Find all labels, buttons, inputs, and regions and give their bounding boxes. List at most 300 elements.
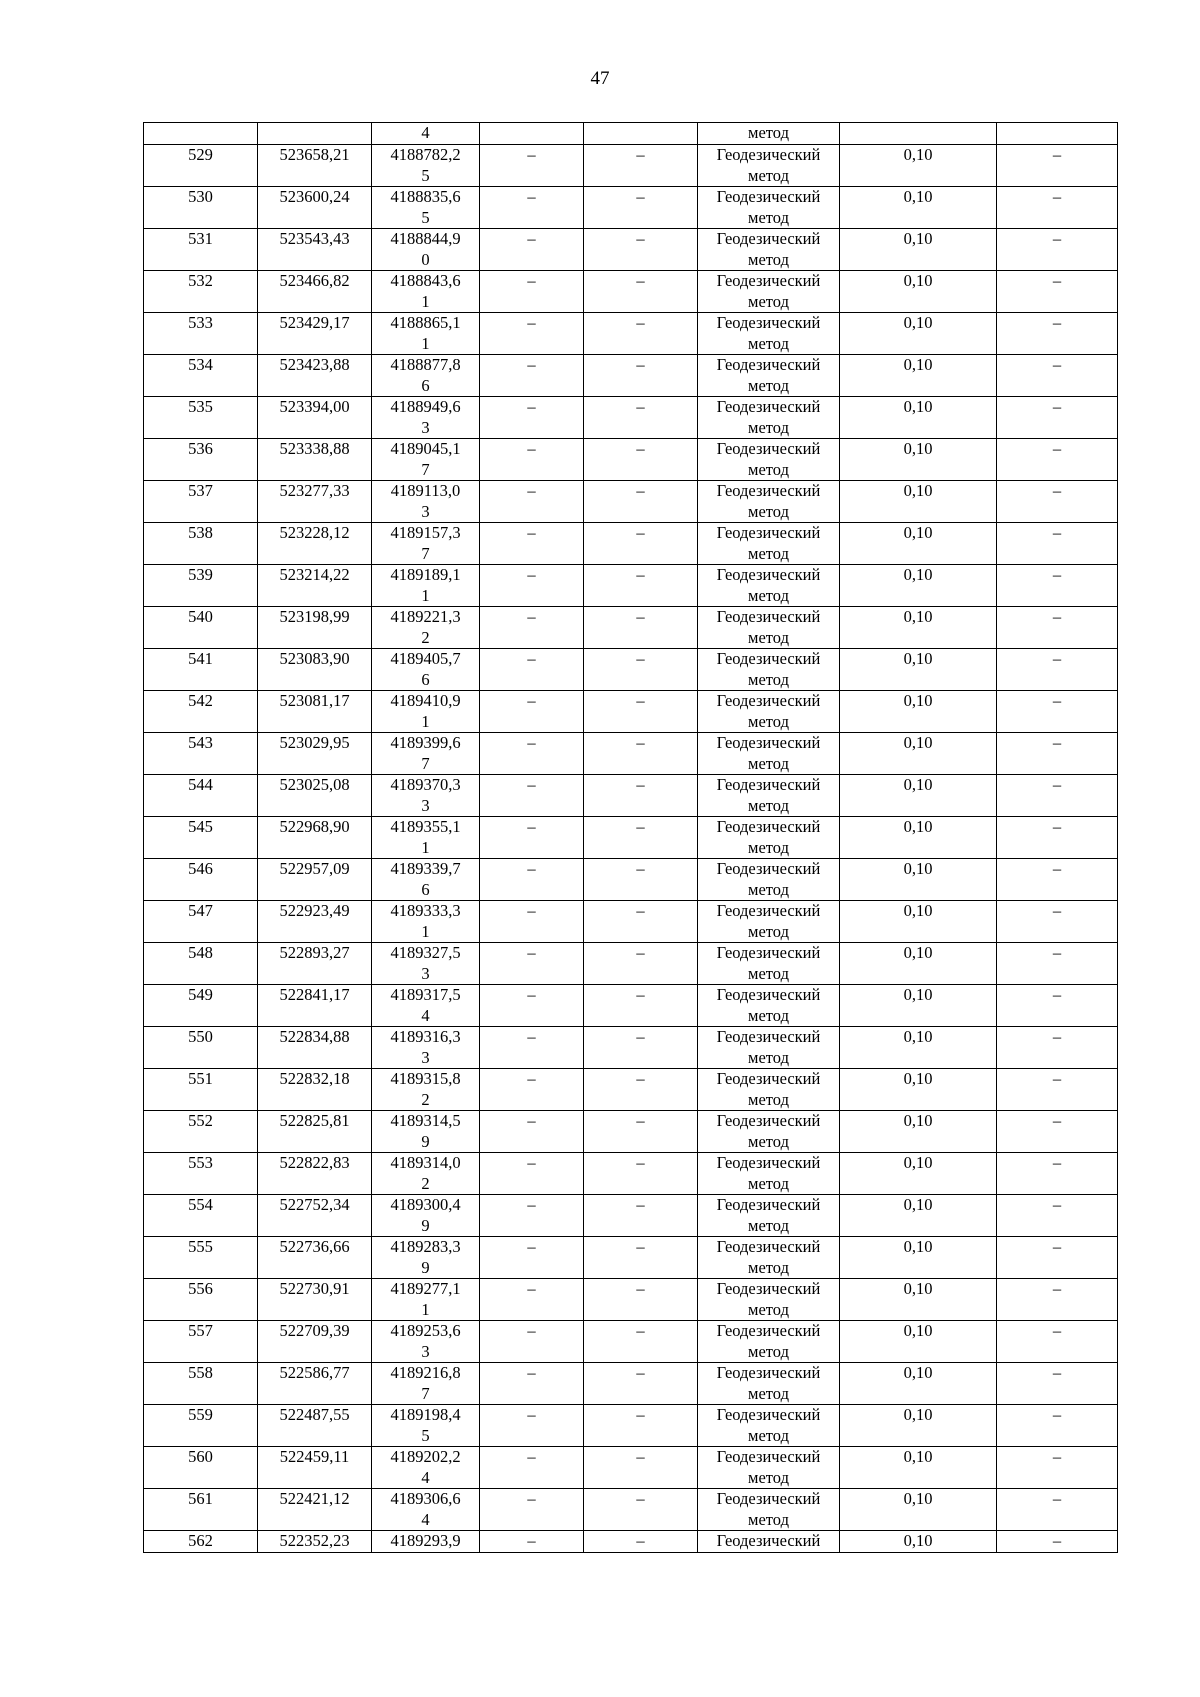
col-5-cell xyxy=(584,397,698,439)
y-coordinate-cell xyxy=(372,523,480,565)
y-coordinate-cell-text: 4189339,7 xyxy=(390,859,461,878)
x-coordinate-cell-text: 523228,12 xyxy=(279,523,350,542)
y-coordinate-cell-text: 5 xyxy=(421,207,430,227)
accuracy-cell xyxy=(840,859,997,901)
table-row xyxy=(144,901,1118,943)
point-number-cell-text: 559 xyxy=(188,1405,213,1424)
col-8-cell-text: – xyxy=(1052,1531,1062,1550)
col-4-cell xyxy=(480,187,584,229)
x-coordinate-cell xyxy=(258,1489,372,1531)
col-5-cell-text: – xyxy=(636,481,645,500)
method-cell xyxy=(698,691,840,733)
col-8-cell xyxy=(997,1363,1118,1405)
col-4-cell-text: – xyxy=(527,775,536,794)
col-5-cell xyxy=(584,229,698,271)
x-coordinate-cell xyxy=(258,775,372,817)
col-8-cell xyxy=(997,439,1118,481)
col-4-cell-text: – xyxy=(527,691,536,710)
col-4-cell-text: – xyxy=(527,1279,536,1298)
x-coordinate-cell xyxy=(258,943,372,985)
col-5-cell xyxy=(584,775,698,817)
col-4-cell xyxy=(480,523,584,565)
point-number-cell-text: 561 xyxy=(188,1489,213,1508)
col-8-cell xyxy=(997,859,1118,901)
col-5-cell xyxy=(584,1027,698,1069)
point-number-cell-text: 531 xyxy=(188,229,213,248)
point-number-cell xyxy=(144,943,258,985)
y-coordinate-cell-text: 4189293,9 xyxy=(390,1531,461,1550)
table-row xyxy=(144,943,1118,985)
accuracy-cell xyxy=(840,1405,997,1447)
col-4-cell xyxy=(480,733,584,775)
point-number-cell xyxy=(144,859,258,901)
y-coordinate-cell xyxy=(372,1363,480,1405)
col-8-cell-text: – xyxy=(1052,145,1062,164)
method-cell-text: Геодезический xyxy=(716,1153,821,1172)
table-row xyxy=(144,649,1118,691)
x-coordinate-cell xyxy=(258,1027,372,1069)
point-number-cell-text: 560 xyxy=(188,1447,213,1466)
method-cell-text: метод xyxy=(748,375,789,395)
col-4-cell xyxy=(480,439,584,481)
point-number-cell-text: 543 xyxy=(188,733,213,752)
point-number-cell xyxy=(144,691,258,733)
accuracy-cell xyxy=(840,229,997,271)
col-5-cell xyxy=(584,691,698,733)
col-4-cell xyxy=(480,355,584,397)
col-5-cell xyxy=(584,271,698,313)
method-cell-text: Геодезический xyxy=(716,145,821,164)
col-5-cell xyxy=(584,523,698,565)
accuracy-cell-text: 0,10 xyxy=(903,1153,933,1172)
method-cell xyxy=(698,523,840,565)
col-5-cell-text: – xyxy=(636,901,645,920)
method-cell-text: Геодезический xyxy=(716,817,821,836)
y-coordinate-cell xyxy=(372,187,480,229)
point-number-cell-text: 540 xyxy=(188,607,213,626)
col-5-cell xyxy=(584,1489,698,1531)
point-number-cell-text: 530 xyxy=(188,187,213,206)
y-coordinate-cell-text: 4189300,4 xyxy=(390,1195,461,1214)
method-cell xyxy=(698,901,840,943)
y-coordinate-cell xyxy=(372,355,480,397)
accuracy-cell-text: 0,10 xyxy=(903,439,933,458)
y-coordinate-cell-text: 0 xyxy=(421,249,430,269)
y-coordinate-cell-text: 3 xyxy=(421,1341,430,1361)
col-5-cell xyxy=(584,1447,698,1489)
method-cell xyxy=(698,1447,840,1489)
col-8-cell-text: – xyxy=(1052,397,1062,416)
y-coordinate-cell xyxy=(372,439,480,481)
accuracy-cell xyxy=(840,481,997,523)
accuracy-cell-text: 0,10 xyxy=(903,313,933,332)
point-number-cell xyxy=(144,775,258,817)
accuracy-cell-text: 0,10 xyxy=(903,943,933,962)
method-cell-text: метод xyxy=(748,627,789,647)
x-coordinate-cell-text: 522968,90 xyxy=(279,817,350,836)
col-8-cell xyxy=(997,1237,1118,1279)
col-4-cell-text: – xyxy=(527,1321,536,1340)
col-4-cell-text: – xyxy=(527,1111,536,1130)
x-coordinate-cell-text: 522893,27 xyxy=(279,943,350,962)
table-row xyxy=(144,733,1118,775)
method-cell xyxy=(698,1237,840,1279)
point-number-cell-text: 538 xyxy=(188,523,213,542)
method-cell-text: метод xyxy=(748,711,789,731)
col-8-cell xyxy=(997,901,1118,943)
x-coordinate-cell xyxy=(258,1405,372,1447)
col-8-cell-text: – xyxy=(1052,1279,1062,1298)
accuracy-cell-text: 0,10 xyxy=(903,229,933,248)
col-8-cell xyxy=(997,1111,1118,1153)
table-row xyxy=(144,355,1118,397)
table-row xyxy=(144,1489,1118,1531)
x-coordinate-cell-text: 523083,90 xyxy=(279,649,350,668)
col-4-cell-text: – xyxy=(527,1531,536,1550)
method-cell xyxy=(698,229,840,271)
col-5-cell-text: – xyxy=(636,439,645,458)
accuracy-cell-text: 0,10 xyxy=(903,649,933,668)
point-number-cell xyxy=(144,187,258,229)
y-coordinate-cell-text: 4188844,9 xyxy=(390,229,461,248)
page-number: 47 xyxy=(590,68,610,89)
x-coordinate-cell-text: 523214,22 xyxy=(279,565,350,584)
col-5-cell-text: – xyxy=(636,1111,645,1130)
x-coordinate-cell-text: 523394,00 xyxy=(279,397,350,416)
col-4-cell xyxy=(480,1321,584,1363)
point-number-cell xyxy=(144,1195,258,1237)
x-coordinate-cell xyxy=(258,649,372,691)
y-coordinate-cell-text: 4189355,1 xyxy=(390,817,461,836)
method-cell-text: метод xyxy=(748,1047,789,1067)
col-5-cell xyxy=(584,649,698,691)
method-cell-text: метод xyxy=(748,1257,789,1277)
accuracy-cell-text: 0,10 xyxy=(903,1531,933,1550)
x-coordinate-cell xyxy=(258,481,372,523)
point-number-cell xyxy=(144,1405,258,1447)
y-coordinate-cell-text: 4189253,6 xyxy=(390,1321,461,1340)
col-5-cell-text: – xyxy=(636,1447,645,1466)
col-4-cell-text: – xyxy=(527,1447,536,1466)
col-5-cell xyxy=(584,733,698,775)
x-coordinate-cell xyxy=(258,1531,372,1553)
x-coordinate-cell xyxy=(258,901,372,943)
x-coordinate-cell-text: 522822,83 xyxy=(279,1153,350,1172)
col-4-cell xyxy=(480,1153,584,1195)
col-8-cell xyxy=(997,1405,1118,1447)
accuracy-cell-text: 0,10 xyxy=(903,1447,933,1466)
method-cell-text: Геодезический xyxy=(716,607,821,626)
y-coordinate-cell-text: 4188949,6 xyxy=(390,397,461,416)
col-8-cell-text: – xyxy=(1052,1489,1062,1508)
x-coordinate-cell xyxy=(258,313,372,355)
accuracy-cell-text: 0,10 xyxy=(903,481,933,500)
y-coordinate-cell-text: 4189327,5 xyxy=(390,943,461,962)
col-5-cell xyxy=(584,1405,698,1447)
y-coordinate-cell-text: 4189314,0 xyxy=(390,1153,461,1172)
x-coordinate-cell-text: 522923,49 xyxy=(279,901,350,920)
method-cell-text: метод xyxy=(748,669,789,689)
table-row xyxy=(144,1405,1118,1447)
x-coordinate-cell-text: 522352,23 xyxy=(279,1531,350,1550)
accuracy-cell xyxy=(840,355,997,397)
col-5-cell xyxy=(584,1531,698,1553)
col-4-cell xyxy=(480,397,584,439)
accuracy-cell xyxy=(840,1489,997,1531)
col-4-cell xyxy=(480,985,584,1027)
y-coordinate-cell-text: 1 xyxy=(421,585,430,605)
accuracy-cell xyxy=(840,1237,997,1279)
accuracy-cell xyxy=(840,985,997,1027)
col-5-cell-text: – xyxy=(636,313,645,332)
col-4-cell-text: – xyxy=(527,1363,536,1382)
method-cell xyxy=(698,649,840,691)
col-5-cell-text: – xyxy=(636,229,645,248)
accuracy-cell-text: 0,10 xyxy=(903,1111,933,1130)
method-cell-text: Геодезический xyxy=(716,1027,821,1046)
method-cell-text: метод xyxy=(748,459,789,479)
method-cell-text: метод xyxy=(748,543,789,563)
accuracy-cell-text: 0,10 xyxy=(903,565,933,584)
y-coordinate-cell xyxy=(372,313,480,355)
point-number-cell xyxy=(144,1027,258,1069)
y-coordinate-cell-text: 4188843,6 xyxy=(390,271,461,290)
table-row xyxy=(144,1153,1118,1195)
col-5-cell-text: – xyxy=(636,1363,645,1382)
x-coordinate-cell-text: 522752,34 xyxy=(279,1195,350,1214)
point-number-cell-text: 557 xyxy=(188,1321,213,1340)
table-row xyxy=(144,1195,1118,1237)
col-5-cell-text: – xyxy=(636,775,645,794)
method-cell xyxy=(698,1195,840,1237)
y-coordinate-cell xyxy=(372,1237,480,1279)
point-number-cell xyxy=(144,439,258,481)
x-coordinate-cell-text: 522586,77 xyxy=(279,1363,350,1382)
x-coordinate-cell-text: 522459,11 xyxy=(279,1447,350,1466)
y-coordinate-cell xyxy=(372,271,480,313)
method-cell xyxy=(698,1321,840,1363)
y-coordinate-cell xyxy=(372,1405,480,1447)
point-number-cell-text: 533 xyxy=(188,313,213,332)
accuracy-cell-text: 0,10 xyxy=(903,355,933,374)
col-5-cell-text: – xyxy=(636,607,645,626)
table-row xyxy=(144,859,1118,901)
table-row xyxy=(144,481,1118,523)
col-8-cell xyxy=(997,1279,1118,1321)
y-coordinate-cell xyxy=(372,1321,480,1363)
col-5-cell xyxy=(584,901,698,943)
point-number-cell xyxy=(144,1237,258,1279)
col-8-cell-text: – xyxy=(1052,355,1062,374)
accuracy-cell-text: 0,10 xyxy=(903,1279,933,1298)
y-coordinate-cell-text: 4 xyxy=(421,1509,430,1529)
col-5-cell xyxy=(584,1153,698,1195)
accuracy-cell-text: 0,10 xyxy=(903,817,933,836)
y-coordinate-cell-text: 3 xyxy=(421,501,430,521)
x-coordinate-cell-text: 523081,17 xyxy=(279,691,350,710)
y-coordinate-cell-text: 4188835,6 xyxy=(390,187,461,206)
point-number-cell-text: 550 xyxy=(188,1027,213,1046)
x-coordinate-cell xyxy=(258,229,372,271)
method-cell-text: метод xyxy=(748,1131,789,1151)
col-4-cell xyxy=(480,313,584,355)
method-cell-text: метод xyxy=(748,333,789,353)
method-cell-text: Геодезический xyxy=(716,439,821,458)
y-coordinate-cell xyxy=(372,1279,480,1321)
col-5-cell-text: – xyxy=(636,1405,645,1424)
y-coordinate-cell-text: 4189399,6 xyxy=(390,733,461,752)
method-cell xyxy=(698,775,840,817)
x-coordinate-cell xyxy=(258,859,372,901)
col-5-cell xyxy=(584,1279,698,1321)
x-coordinate-cell-text: 522421,12 xyxy=(279,1489,350,1508)
y-coordinate-cell xyxy=(372,1489,480,1531)
x-coordinate-cell-text: 522832,18 xyxy=(279,1069,350,1088)
table-row xyxy=(144,397,1118,439)
col-4-cell xyxy=(480,775,584,817)
method-cell xyxy=(698,1489,840,1531)
col-4-cell xyxy=(480,817,584,859)
y-coordinate-cell-text: 6 xyxy=(421,879,430,899)
coordinates-table xyxy=(143,122,1118,1553)
method-cell xyxy=(698,123,840,145)
point-number-cell-text: 546 xyxy=(188,859,213,878)
col-8-cell xyxy=(997,607,1118,649)
col-4-cell-text: – xyxy=(527,1489,536,1508)
method-cell-text: Геодезический xyxy=(716,397,821,416)
col-8-cell xyxy=(997,943,1118,985)
point-number-cell-text: 549 xyxy=(188,985,213,1004)
col-5-cell xyxy=(584,1237,698,1279)
accuracy-cell xyxy=(840,733,997,775)
y-coordinate-cell-text: 5 xyxy=(421,1425,430,1445)
y-coordinate-cell-text: 4188865,1 xyxy=(390,313,461,332)
method-cell-text: Геодезический xyxy=(716,481,821,500)
col-4-cell-text: – xyxy=(527,817,536,836)
y-coordinate-cell-text: 4189317,5 xyxy=(390,985,461,1004)
table-row-continuation xyxy=(144,123,1118,145)
table-body xyxy=(144,123,1118,1553)
x-coordinate-cell xyxy=(258,123,372,145)
method-cell-text: метод xyxy=(748,1005,789,1025)
col-4-cell xyxy=(480,1363,584,1405)
col-8-cell-text: – xyxy=(1052,229,1062,248)
x-coordinate-cell xyxy=(258,187,372,229)
y-coordinate-cell-text: 1 xyxy=(421,921,430,941)
col-5-cell xyxy=(584,607,698,649)
method-cell-text: Геодезический xyxy=(716,985,821,1004)
point-number-cell-text: 545 xyxy=(188,817,213,836)
method-cell xyxy=(698,1279,840,1321)
x-coordinate-cell xyxy=(258,1195,372,1237)
method-cell xyxy=(698,817,840,859)
y-coordinate-cell-text: 4189370,3 xyxy=(390,775,461,794)
col-8-cell xyxy=(997,1195,1118,1237)
col-4-cell-text: – xyxy=(527,565,536,584)
col-8-cell xyxy=(997,355,1118,397)
x-coordinate-cell-text: 522834,88 xyxy=(279,1027,350,1046)
accuracy-cell xyxy=(840,901,997,943)
x-coordinate-cell xyxy=(258,733,372,775)
method-cell xyxy=(698,355,840,397)
x-coordinate-cell xyxy=(258,607,372,649)
col-8-cell xyxy=(997,1321,1118,1363)
y-coordinate-cell xyxy=(372,123,480,145)
y-coordinate-cell-text: 4189405,7 xyxy=(390,649,461,668)
y-coordinate-cell-text: 9 xyxy=(421,1215,430,1235)
method-cell xyxy=(698,145,840,187)
accuracy-cell xyxy=(840,1363,997,1405)
method-cell-text: Геодезический xyxy=(716,733,821,752)
accuracy-cell xyxy=(840,1531,997,1553)
method-cell xyxy=(698,565,840,607)
col-4-cell xyxy=(480,1279,584,1321)
point-number-cell-text: 555 xyxy=(188,1237,213,1256)
y-coordinate-cell xyxy=(372,481,480,523)
method-cell-text: метод xyxy=(748,1173,789,1193)
y-coordinate-cell xyxy=(372,607,480,649)
accuracy-cell-text: 0,10 xyxy=(903,733,933,752)
point-number-cell xyxy=(144,1153,258,1195)
x-coordinate-cell xyxy=(258,355,372,397)
x-coordinate-cell xyxy=(258,1447,372,1489)
x-coordinate-cell-text: 522841,17 xyxy=(279,985,350,1004)
col-4-cell xyxy=(480,565,584,607)
col-5-cell-text: – xyxy=(636,397,645,416)
col-5-cell-text: – xyxy=(636,355,645,374)
accuracy-cell xyxy=(840,1027,997,1069)
col-5-cell-text: – xyxy=(636,859,645,878)
y-coordinate-cell-text: 4 xyxy=(421,1005,430,1025)
col-8-cell-text: – xyxy=(1052,271,1062,290)
method-cell xyxy=(698,607,840,649)
method-cell xyxy=(698,1531,840,1553)
col-5-cell-text: – xyxy=(636,733,645,752)
method-cell-text: метод xyxy=(748,1425,789,1445)
col-8-cell xyxy=(997,733,1118,775)
point-number-cell-text: 535 xyxy=(188,397,213,416)
col-5-cell-text: – xyxy=(636,1069,645,1088)
col-5-cell xyxy=(584,859,698,901)
col-8-cell xyxy=(997,187,1118,229)
x-coordinate-cell-text: 522487,55 xyxy=(279,1405,350,1424)
point-number-cell xyxy=(144,1447,258,1489)
method-cell-text: Геодезический xyxy=(716,649,821,668)
x-coordinate-cell-text: 523466,82 xyxy=(279,271,350,290)
col-8-cell xyxy=(997,565,1118,607)
table-row xyxy=(144,1237,1118,1279)
method-cell xyxy=(698,1111,840,1153)
method-cell-text: Геодезический xyxy=(716,1447,821,1466)
y-coordinate-cell xyxy=(372,859,480,901)
y-coordinate-cell xyxy=(372,1027,480,1069)
col-4-cell xyxy=(480,1531,584,1553)
col-8-cell-text: – xyxy=(1052,523,1062,542)
col-5-cell xyxy=(584,123,698,145)
col-4-cell xyxy=(480,691,584,733)
method-cell-text: Геодезический xyxy=(716,1279,821,1298)
accuracy-cell-text: 0,10 xyxy=(903,145,933,164)
table-row xyxy=(144,1363,1118,1405)
accuracy-cell-text: 0,10 xyxy=(903,1069,933,1088)
col-8-cell-text: – xyxy=(1052,607,1062,626)
accuracy-cell-text: 0,10 xyxy=(903,607,933,626)
y-coordinate-cell-text: 4189283,3 xyxy=(390,1237,461,1256)
y-coordinate-cell-text: 1 xyxy=(421,837,430,857)
col-5-cell-text: – xyxy=(636,145,645,164)
col-4-cell-text: – xyxy=(527,1405,536,1424)
method-cell xyxy=(698,733,840,775)
